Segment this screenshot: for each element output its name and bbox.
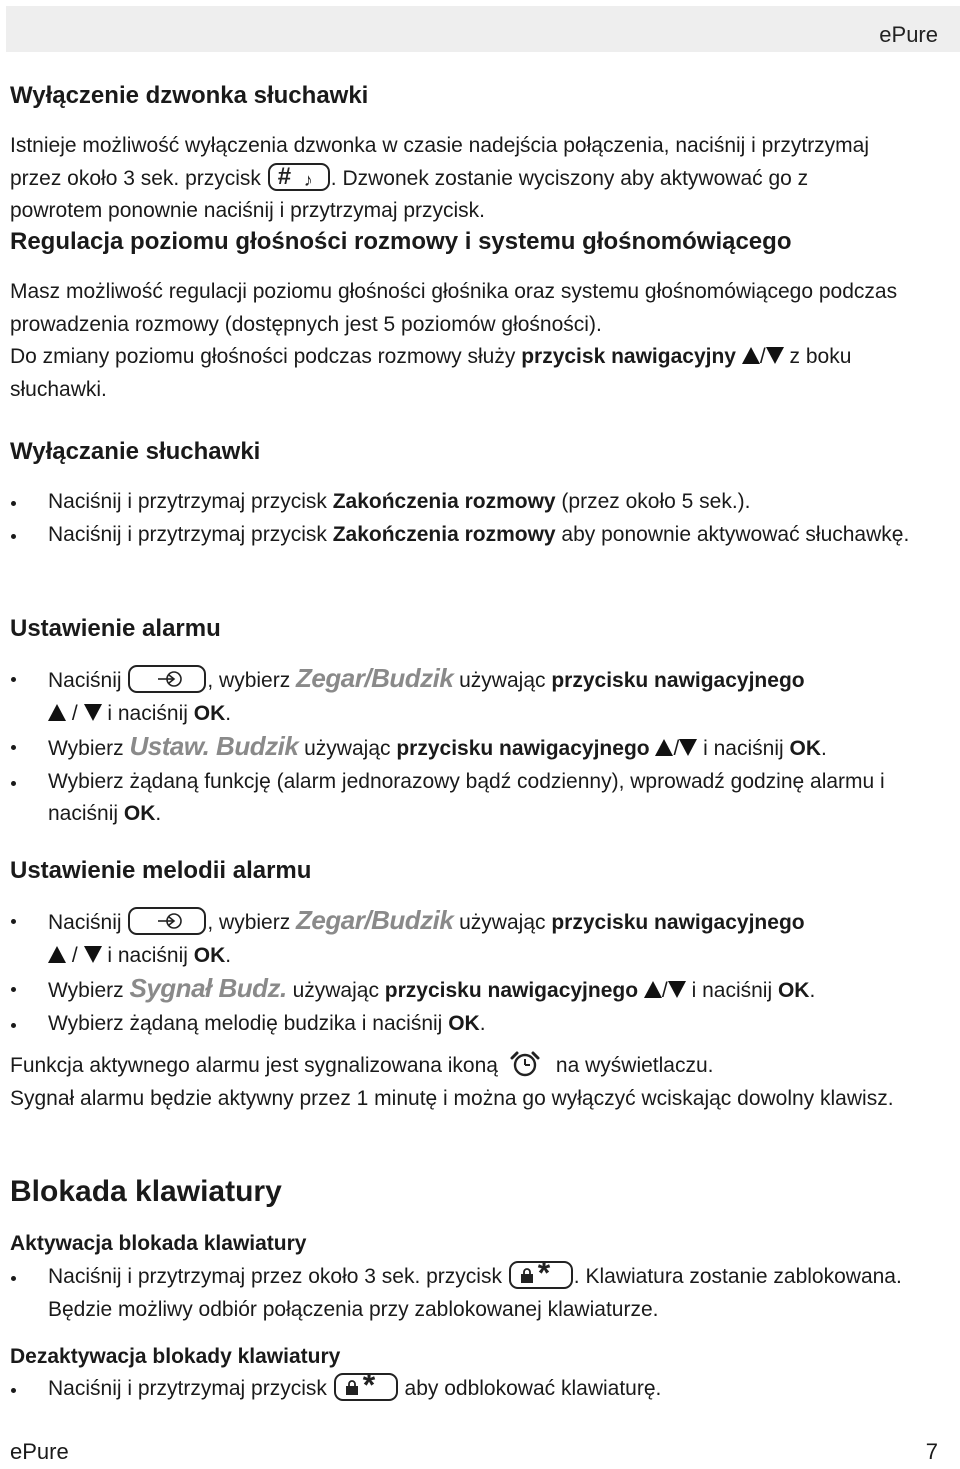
section-title: Ustawienie melodii alarmu bbox=[10, 857, 312, 884]
list-item: Naciśnij i przytrzymaj przez około 3 sek. przycisk * . Klawiatura zostanie zablokowana. Będzie możliwy odbiór połączenia przy zablokowanej klawiaturze. bbox=[10, 1261, 945, 1326]
section-keylock-activate-list bbox=[10, 1255, 945, 1326]
list-item: Naciśnij , wybierz Zegar/Budzik używając przycisku nawigacyjnego / i naciśnij OK. bbox=[10, 904, 945, 972]
menu-key-icon bbox=[128, 907, 206, 935]
section-alarm-melody-list bbox=[10, 904, 945, 1040]
section-ringer-off bbox=[10, 80, 945, 112]
subsection-title: Dezaktywacja blokady klawiatury bbox=[10, 1345, 341, 1368]
triangle-down-icon bbox=[679, 739, 697, 756]
paragraph: Istnieje możliwość wyłączenia dzwonka w czasie nadejścia połączenia, naciśnij i przytrzymaj przez około 3 sek. przycisk # ♪ . Dzwonek zostanie wyciszony aby aktywować go z powrotem ponownie naciśnij i przytrzymaj przycisk. bbox=[10, 134, 870, 222]
triangle-up-icon bbox=[48, 946, 66, 963]
list-item: Wybierz Ustaw. Budzik używając przycisku nawigacyjnego / i naciśnij OK. bbox=[10, 730, 945, 766]
header-brand: ePure bbox=[879, 22, 938, 47]
section-volume bbox=[10, 226, 945, 258]
section-volume-text bbox=[10, 276, 945, 406]
list-item: Naciśnij i przytrzymaj przycisk Zakończenia rozmowy (przez około 5 sek.). bbox=[10, 486, 945, 519]
page-number: 7 bbox=[925, 1439, 938, 1464]
section-alarm bbox=[10, 613, 945, 645]
section-keylock-activate bbox=[10, 1230, 945, 1258]
triangle-down-icon bbox=[766, 347, 784, 364]
section-title: Regulacja poziomu głośności rozmowy i systemu głośnomówiącego bbox=[10, 228, 792, 255]
section-handset-off bbox=[10, 436, 945, 468]
section-title: Wyłączanie słuchawki bbox=[10, 438, 261, 465]
section-keylock bbox=[10, 1172, 945, 1212]
triangle-down-icon bbox=[668, 981, 686, 998]
triangle-up-icon bbox=[655, 739, 673, 756]
list-item: Naciśnij i przytrzymaj przycisk Zakończenia rozmowy aby ponownie aktywować słuchawkę. bbox=[10, 519, 945, 552]
triangle-up-icon bbox=[742, 347, 760, 364]
section-alarm-melody bbox=[10, 855, 945, 887]
section-ringer-off-text bbox=[10, 130, 900, 228]
section-keylock-deactivate bbox=[10, 1343, 945, 1371]
paragraph: Funkcja aktywnego alarmu jest sygnalizowana ikoną na wyświetlaczu. bbox=[10, 1050, 945, 1083]
footer-brand: ePure bbox=[10, 1439, 69, 1464]
list-item: Naciśnij , wybierz Zegar/Budzik używając przycisku nawigacyjnego / i naciśnij OK. bbox=[10, 662, 945, 730]
section-title: Wyłączenie dzwonka słuchawki bbox=[10, 82, 369, 109]
paragraph: Sygnał alarmu będzie aktywny przez 1 minutę i można go wyłączyć wciskając dowolny klawisz. bbox=[10, 1086, 894, 1110]
section-title: Blokada klawiatury bbox=[10, 1175, 282, 1208]
triangle-up-icon bbox=[644, 981, 662, 998]
subsection-title: Aktywacja blokada klawiatury bbox=[10, 1232, 307, 1255]
section-keylock-deactivate-list bbox=[10, 1367, 945, 1406]
star-lock-key-icon: * bbox=[334, 1373, 398, 1401]
paragraph: Do zmiany poziomu głośności podczas rozmowy służy przycisk nawigacyjny / z boku słuchawki. bbox=[10, 345, 852, 401]
triangle-down-icon bbox=[84, 704, 102, 721]
list-item: Wybierz Sygnał Budz. używając przycisku nawigacyjnego / i naciśnij OK. bbox=[10, 972, 945, 1008]
list-item: Naciśnij i przytrzymaj przycisk * aby odblokować klawiaturę. bbox=[10, 1373, 945, 1406]
header-bar bbox=[6, 6, 960, 52]
section-title: Ustawienie alarmu bbox=[10, 615, 221, 642]
triangle-down-icon bbox=[84, 946, 102, 963]
triangle-up-icon bbox=[48, 704, 66, 721]
list-item: Wybierz żądaną funkcję (alarm jednorazowy bądź codzienny), wprowadź godzinę alarmu i naciśnij OK. bbox=[10, 766, 945, 831]
section-handset-off-list bbox=[10, 486, 945, 551]
section-alarm-info bbox=[10, 1050, 945, 1115]
paragraph: Masz możliwość regulacji poziomu głośności głośnika oraz systemu głośnomówiącego podczas prowadzenia rozmowy (dostępnych jest 5 poziomów głośności). bbox=[10, 280, 898, 336]
star-lock-key-icon: * bbox=[509, 1261, 573, 1289]
menu-key-icon bbox=[128, 665, 206, 693]
alarm-clock-icon bbox=[508, 1050, 542, 1078]
list-item: Wybierz żądaną melodię budzika i naciśnij OK. bbox=[10, 1008, 945, 1041]
hash-music-key-icon: # ♪ bbox=[268, 163, 330, 191]
section-alarm-list bbox=[10, 662, 945, 831]
